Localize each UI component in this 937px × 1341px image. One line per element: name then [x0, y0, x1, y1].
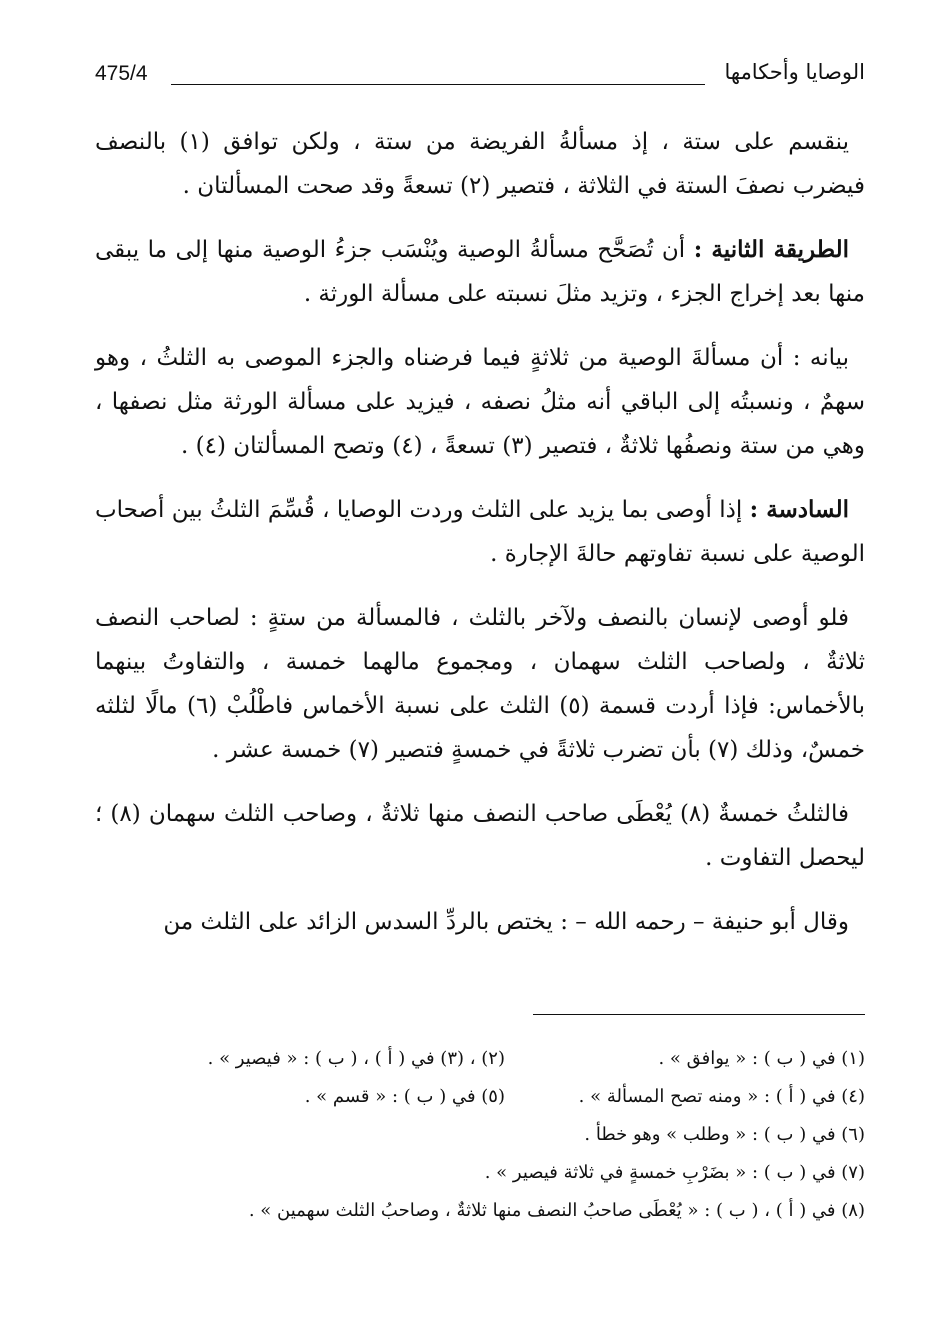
- header-rule: [171, 84, 705, 85]
- footnote-row: [95, 1040, 865, 1078]
- footnote-1: (١) في ( ب ) : « يوافق » .: [658, 1048, 865, 1069]
- footnote-row: [95, 1192, 865, 1230]
- footnote-separator: [533, 1014, 865, 1015]
- paragraph-6: فالثلثُ خمسةٌ (٨) يُعْطَى صاحب النصف منها ثلاثةٌ ، وصاحب الثلث سهمان (٨) ؛ ليحصل التفاوت .: [95, 801, 865, 871]
- paragraph-4: [95, 488, 865, 576]
- section-term: الطريقة الثانية :: [693, 236, 849, 263]
- footnote-8: (٨) في ( أ ) ، ( ب ) : « يُعْطَى صاحبُ النصف منها ثلاثةٌ ، وصاحبُ الثلث سهمين » .: [248, 1200, 865, 1221]
- page-header: [95, 58, 865, 100]
- section-term: السادسة :: [749, 496, 849, 523]
- running-title: الوصايا وأحكامها: [724, 60, 865, 84]
- footnotes: [95, 1040, 865, 1230]
- paragraph-5: فلو أوصى لإنسان بالنصف ولآخر بالثلث ، فالمسألة من ستةٍ : لصاحب النصف ثلاثةٌ ، ولصاحب الثلث سهمان ، ومجموع مالهما خمسة ، والتفاوتُ بينهما بالأخماس: فإذا أردت قسمة (٥) الثلث على نسبة الأخماس فاطْلُبْ (٦) مالًا لثلثه خمسٌ، وذلك (٧) بأن تضرب ثلاثةً في خمسةٍ فتصير (٧) خمسة عشر .: [95, 605, 865, 763]
- page-number: 475/4: [95, 62, 148, 85]
- paragraph-2: [95, 228, 865, 316]
- paragraph-1: ينقسم على ستة ، إذ مسألةُ الفريضة من ستة ، ولكن توافق (١) بالنصف فيضرب نصفَ الستة في الثلاثة ، فتصير (٢) تسعةً وقد صحت المسألتان .: [95, 129, 865, 199]
- footnote-6: (٦) في ( ب ) : « وطلب » وهو خطأ .: [584, 1124, 865, 1145]
- footnote-row: [95, 1154, 865, 1192]
- footnote-2-3: (٢) ، (٣) في ( أ ) ، ( ب ) : « فيصير » .: [207, 1048, 505, 1069]
- paragraph-4-text: إذا أوصى بما يزيد على الثلث وردت الوصايا ، قُسِّمَ الثلثُ بين أصحاب الوصية على نسبة تفاوتهم حالةَ الإجارة .: [95, 497, 865, 567]
- paragraph-7: وقال أبو حنيفة – رحمه الله – : يختص بالردِّ السدس الزائد على الثلث من: [163, 909, 849, 935]
- paragraph-2-text: أن تُصَحَّح مسألةُ الوصية ويُنْسَب جزءُ الوصية منها إلى ما يبقى منها بعد إخراج الجزء ، وتزيد مثلَ نسبته على مسألة الورثة .: [95, 237, 865, 307]
- footnote-row: [95, 1078, 865, 1116]
- main-text: [95, 120, 865, 944]
- footnote-row: [95, 1116, 865, 1154]
- footnote-4: (٤) في ( أ ) : « ومنه تصح المسألة » .: [578, 1086, 865, 1107]
- footnote-5: (٥) في ( ب ) : « قسم » .: [304, 1086, 505, 1107]
- paragraph-3: بيانه : أن مسألةَ الوصية من ثلاثةٍ فيما فرضناه والجزء الموصى به الثلثُ ، وهو سهمٌ ، ونسبتُه إلى الباقي أنه مثلُ نصفه ، فيزيد على مسألة الورثة مثل نصفها ، وهي من ستة ونصفُها ثلاثةٌ ، فتصير (٣) تسعةً ، (٤) وتصح المسألتان (٤) .: [95, 345, 865, 459]
- footnote-7: (٧) في ( ب ) : « بضَرْبِ خمسةٍ في ثلاثة فيصير » .: [484, 1162, 865, 1183]
